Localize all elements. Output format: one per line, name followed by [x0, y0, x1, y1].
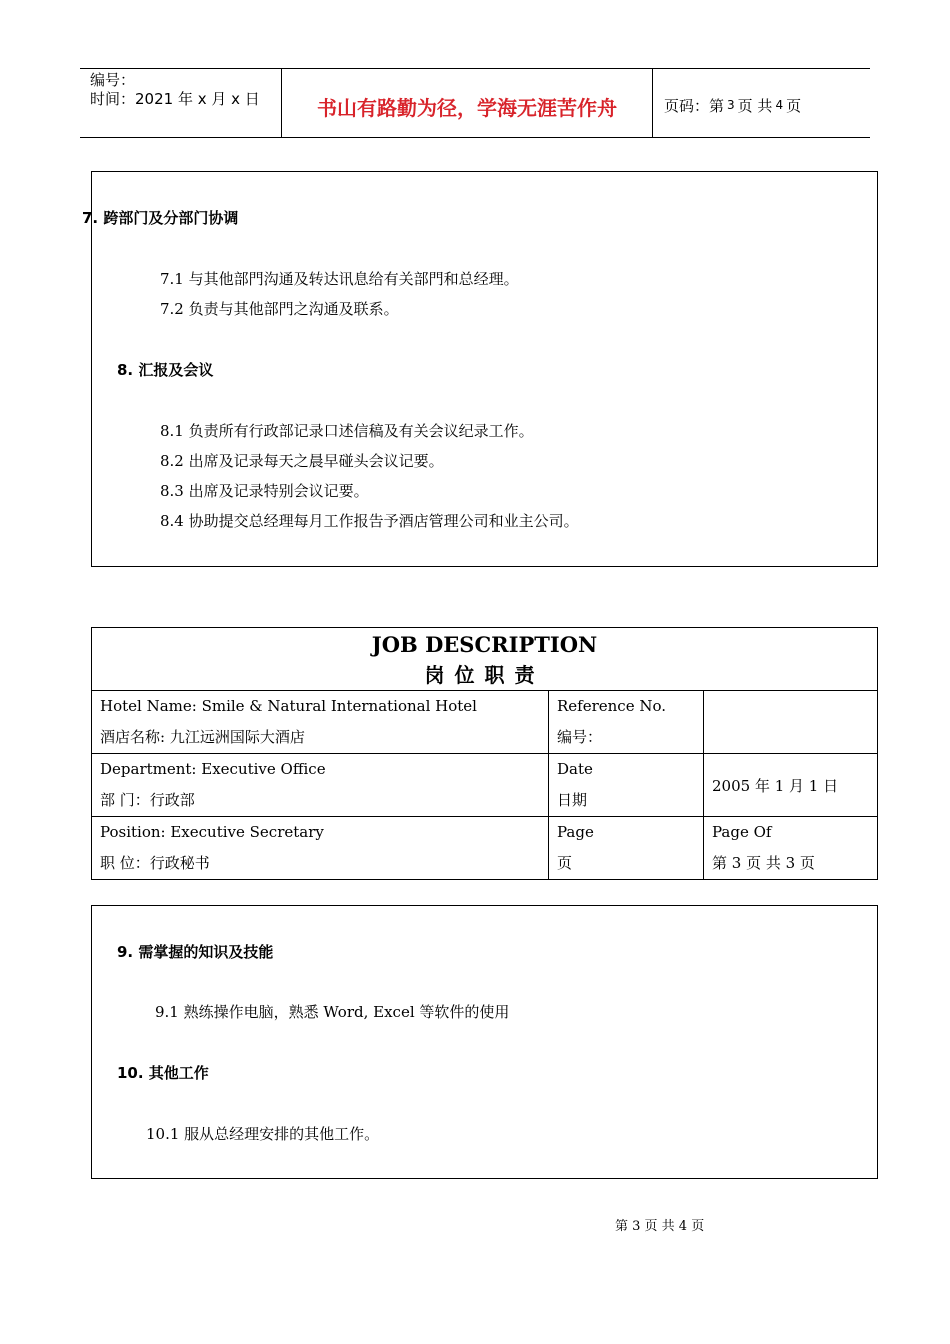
header-meta: [80, 69, 280, 137]
job-description-title: [92, 628, 878, 691]
section-8-item: 8.2 出席及记录每天之晨早碰头会议记要。: [160, 452, 444, 470]
date-en: Date: [557, 760, 593, 778]
section-8-item: 8.1 负责所有行政部记录口述信稿及有关会议纪录工作。: [160, 422, 534, 440]
department-cn: 部 门：行政部: [100, 791, 195, 809]
page-prefix: 页码：第: [664, 96, 725, 115]
page-suffix: 页: [786, 96, 802, 115]
title-chinese: 岗位职责: [424, 663, 545, 687]
header-motto: 书山有路勤为径，学海无涯苦作舟: [281, 69, 653, 137]
section-7-title: 7. 跨部门及分部门协调: [82, 209, 239, 227]
number-label: 编号：: [90, 71, 136, 89]
hotel-name-cell: [92, 691, 549, 754]
department-en: Department: Executive Office: [100, 760, 326, 778]
section-7-item: 7.2 负责与其他部門之沟通及联系。: [160, 300, 399, 318]
job-description-table: [91, 627, 878, 880]
page-of-cn: 第 3 页 共 3 页: [712, 854, 815, 872]
time-label: 时间：2021 年 x 月 x 日: [90, 90, 260, 108]
page-en: Page: [557, 823, 594, 841]
hotel-name-en: Hotel Name: Smile & Natural International Hotel: [100, 697, 477, 715]
title-english: JOB DESCRIPTION: [371, 632, 598, 657]
position-cn: 职 位：行政秘书: [100, 854, 210, 872]
reference-en: Reference No.: [557, 697, 667, 715]
position-en: Position: Executive Secretary: [100, 823, 324, 841]
section-9-item: 9.1 熟练操作电脑，熟悉 Word, Excel 等软件的使用: [155, 1003, 510, 1021]
section-8-title: 8. 汇报及会议: [117, 361, 214, 379]
position-cell: [92, 817, 549, 880]
reference-cell: [549, 691, 704, 754]
department-cell: [92, 754, 549, 817]
page-mid: 页 共: [737, 96, 773, 115]
date-value-cell: [704, 754, 878, 817]
date-value: 2005 年 1 月 1 日: [712, 776, 839, 795]
section-8-item: 8.4 协助提交总经理每月工作报告予酒店管理公司和业主公司。: [160, 512, 579, 530]
section-10-item: 10.1 服从总经理安排的其他工作。: [146, 1125, 380, 1143]
header-page-info: [664, 69, 870, 137]
reference-cn: 编号：: [557, 728, 603, 746]
page-cn: 页: [557, 854, 573, 872]
date-cell: [549, 754, 704, 817]
page-cell: [549, 817, 704, 880]
hotel-name-cn: 酒店名称: 九江远洲国际大酒店: [100, 728, 305, 746]
section-7-item: 7.1 与其他部門沟通及转达讯息给有关部門和总经理。: [160, 270, 519, 288]
page-footer: 第 3 页 共 4 页: [615, 1219, 705, 1234]
page-total: 4: [775, 98, 784, 112]
date-cn: 日期: [557, 791, 588, 809]
page-header: [80, 68, 870, 138]
page-of-cell: [704, 817, 878, 880]
page-current: 3: [727, 98, 735, 112]
section-8-item: 8.3 出席及记录特别会议记要。: [160, 482, 369, 500]
page-of-en: Page Of: [712, 823, 772, 841]
section-10-title: 10. 其他工作: [117, 1064, 209, 1082]
reference-value-cell: [704, 691, 878, 754]
section-9-title: 9. 需掌握的知识及技能: [117, 943, 274, 961]
